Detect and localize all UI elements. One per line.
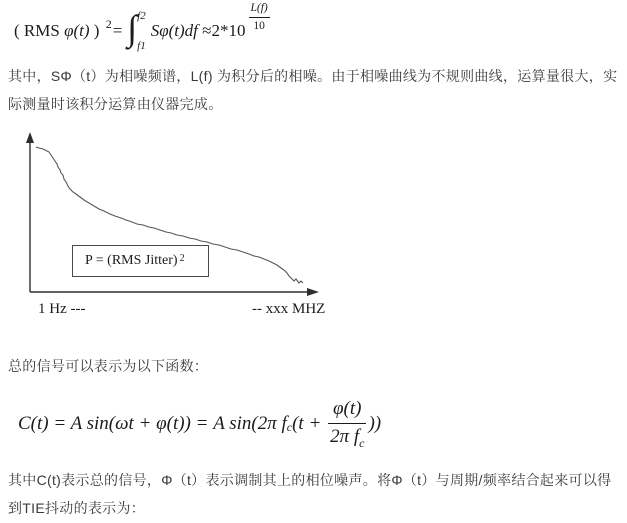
formula-integrand: Sφ(t)df	[150, 21, 198, 40]
x-axis-arrow-icon	[307, 288, 319, 296]
integral-lower-limit: f1	[137, 40, 146, 52]
paragraph-tie-jitter: 其中C(t)表示总的信号，Φ（t）表示调制其上的相位噪声。将Φ（t）与周期/频率结合起来可以得到TIE抖动的表示为：	[8, 472, 612, 516]
formula-total-signal	[18, 396, 381, 452]
jitter-box-label: P = (RMS Jitter)	[85, 253, 178, 268]
paragraph-signal-intro: 总的信号可以表示为以下函数：	[8, 358, 209, 374]
exponent-fraction	[249, 1, 270, 33]
phase-fraction	[328, 398, 366, 450]
signal-close-segment: ))	[368, 413, 382, 434]
fraction-denominator-subscript: c	[359, 435, 365, 450]
paragraph-integration-note: 其中，SΦ（t）为相噪频谱，L(f) 为积分后的相噪。由于相噪曲线为不规则曲线，运算量很大，实际测量时该积分运算由仪器完成。	[8, 68, 618, 112]
formula-open: ( RMS	[14, 21, 65, 40]
integral-upper-limit: f2	[137, 10, 146, 22]
fraction-numerator: φ(t)	[328, 398, 366, 424]
x-axis-end-label: -- xxx MHZ	[252, 301, 326, 317]
signal-main-segment: C(t) = A sin(ωt + φ(t)) = A sin(2π f	[18, 413, 287, 434]
formula-rms-phase-noise	[14, 2, 270, 54]
integral-sign: ∫	[127, 8, 138, 48]
jitter-power-box	[72, 245, 209, 277]
carrier-frequency-subscript: c	[286, 419, 293, 434]
exponent-denominator: 10	[253, 19, 265, 32]
x-axis-start-label: 1 Hz ---	[38, 301, 86, 317]
signal-open-segment: (t +	[292, 413, 327, 434]
integral-limits	[137, 10, 146, 52]
fraction-denominator	[330, 424, 364, 450]
formula-equals: =	[112, 21, 123, 40]
exponent-numerator: L(f)	[249, 1, 270, 17]
y-axis-arrow-icon	[26, 132, 34, 143]
formula-close: )	[89, 21, 104, 40]
fraction-denominator-main: 2π f	[330, 425, 360, 447]
formula-approx: ≈2*10	[197, 21, 246, 40]
phase-noise-figure	[0, 130, 360, 332]
jitter-box-exponent: 2	[179, 252, 185, 264]
formula-phi-term: φ(t)	[64, 21, 90, 40]
formula-square-exponent: 2	[105, 16, 112, 31]
